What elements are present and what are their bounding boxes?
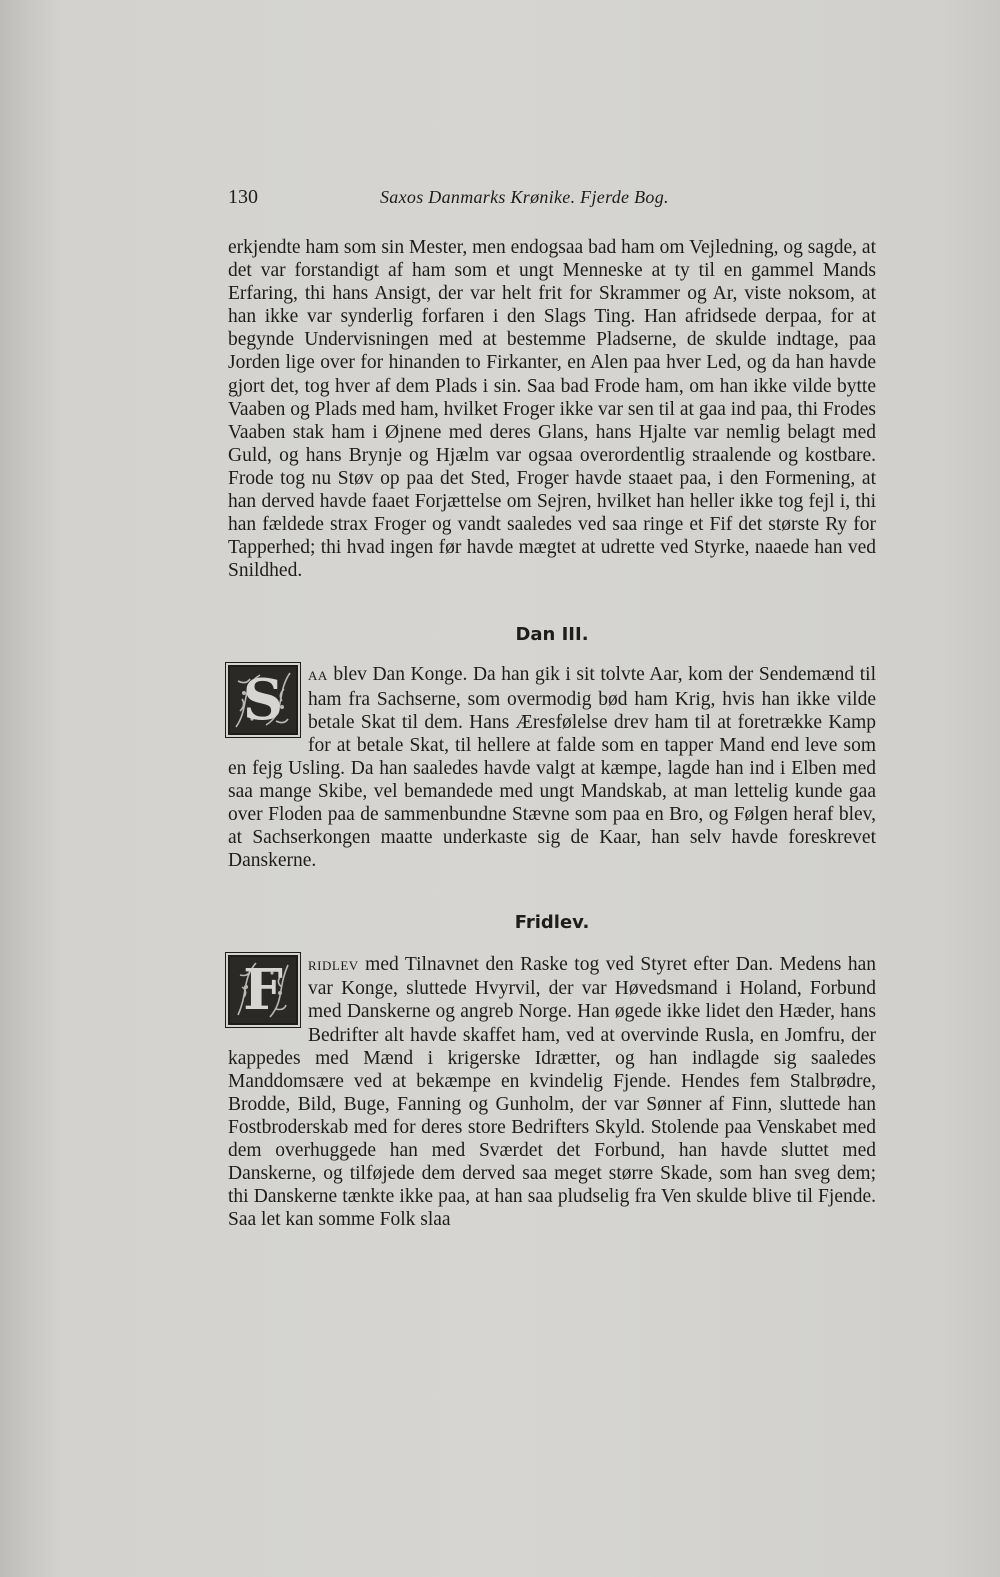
section-heading-dan-iii: Dan III. — [515, 624, 589, 646]
initial-letter-f: F — [243, 957, 283, 1024]
paragraph-body-dan: blev Dan Konge. Da han gik i sit tolvte Aar, kom der Sendemænd til ham fra Sachserne, som overmodig bød ham Krig, hvis han ikke vilde betale Skat til dem. Hans Æresfølelse drev ham til at foretrække Kamp for at betale Skat, til hellere at falde som en tapper Mand end leve som en fejg Usling. Da han saaledes havde valgt at kæmpe, lagde han ind i Elben med saa mange Skibe, vel bemandede med ungt Mandskab, at man lettelig kunde gaa over Floden paa de sammenbundne Stævne som paa en Bro, og Følgen heraf blev, at Sachserkongen maatte underkaste sig de Kaar, han selv havde foreskrevet Danskerne. — [228, 664, 876, 872]
running-header — [228, 186, 876, 214]
section-fridlev — [228, 912, 876, 1231]
page-content — [228, 186, 876, 1231]
decorated-initial-f-icon — [228, 955, 298, 1025]
page-number: 130 — [228, 186, 258, 208]
intro-paragraph: erkjendte ham som sin Mester, men endogsaa bad ham om Vejledning, og sagde, at det var forstandigt af ham som et ungt Menneske at ty til en gammel Mands Erfaring, thi hans Ansigt, der var helt frit for Skrammer og Ar, viste noksom, at han ikke var synderlig forfaren i den Slags Ting. Han afridsede derpaa, for at begynde Undervisningen med at bestemme Pladserne, de skulde indtage, paa Jorden lige over for hinanden to Firkanter, en Alen paa hver Led, og da han havde gjort det, tog hver af dem Plads i sin. Saa bad Frode ham, om han ikke vilde bytte Vaaben og Plads med ham, hvilket Froger ikke var sen til at gaa ind paa, thi Frodes Vaaben stak ham i Øjnene med deres Glans, hans Hjalte var nemlig belagt med Guld, og hans Brynje og Hjælm var ogsaa overordentlig straalende og kostbare. Frode tog nu Støv op paa det Sted, Froger havde staaet paa, i den Formening, at han derved havde faaet Forjættelse om Sejren, hvilket han heller ikke tog fejl i, thi han fældede strax Froger og vandt saaledes ved saa ringe et Fif det største Ry for Tapperhed; thi hvad ingen før havde mægtet at udrette ved Styrke, naaede han ved Snildhed. — [228, 237, 876, 582]
decorated-initial-s-icon — [228, 665, 298, 735]
paragraph-body-fridlev: med Tilnavnet den Raske tog ved Styret efter Dan. Medens han var Konge, sluttede Hvyrvil, der var Høvedsmand i Holand, Forbund med Danskerne og angreb Norge. Han øgede ikke lidet den Hæder, hans Bedrifter alt havde skaffet ham, ved at overvinde Rusla, en Jomfru, der kappedes med Mænd i krigerske Idrætter, og han indlagde sig saaledes Manddomsære ved at bekæmpe en kvindelig Fjende. Hendes fem Stalbrødre, Brodde, Bild, Buge, Fanning og Gunholm, der var Sønner af Finn, sluttede han Fostbroderskab med for deres store Bedrifters Skyld. Stolende paa Venskabet med dem overhuggede han med Sværdet det Forbund, han havde sluttet med Danskerne, og tilføjede dem derved saa meget større Skade, som han sveg dem; thi Danskerne tænkte ikke paa, at han saa pludselig fra Ven skulde blive til Fjende. Saa let kan somme Folk slaa — [228, 954, 876, 1231]
section-heading-fridlev: Fridlev. — [514, 912, 590, 934]
section-paragraph-dan-iii — [228, 663, 876, 872]
lead-smallcaps-fridlev: RIDLEV — [308, 958, 359, 974]
section-dan-iii — [228, 624, 876, 872]
running-title: Saxos Danmarks Krønike. Fjerde Bog. — [380, 187, 669, 207]
initial-letter-s: S — [242, 667, 284, 734]
lead-smallcaps-dan: AA — [308, 668, 328, 684]
section-paragraph-fridlev — [228, 953, 876, 1231]
